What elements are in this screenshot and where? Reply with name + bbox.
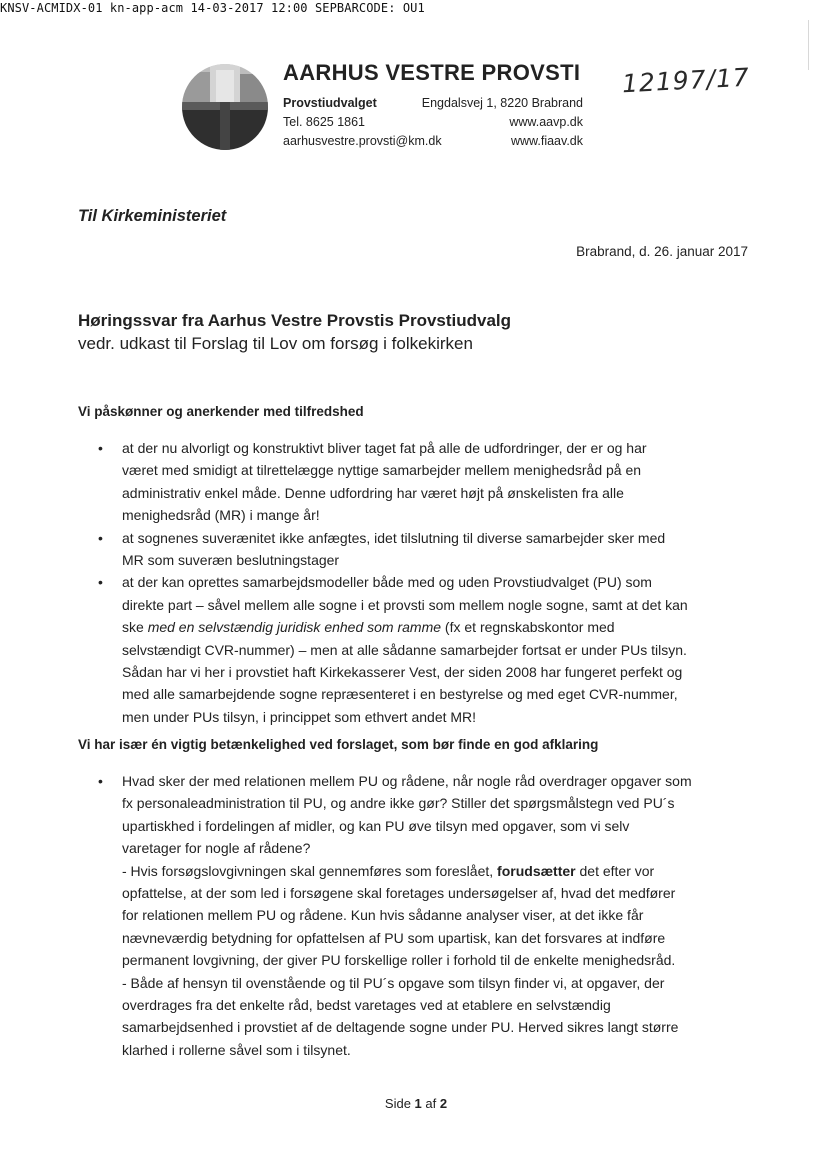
list-item: • Hvad sker der med relationen mellem PU og rådene, når nogle råd overdrager opgaver som fx personaleadministration til PU, og andre ikke gør? Stiller det spørgsmålstegn ved PU´s upartiskhed i fordelingen af midler, og kan PU øve tilsyn med opgaver, som vi selv varetager for nogle af rådene? - Hvis forsøgslovgivningen skal gennemføres som foreslået, forudsætter det efter vor opfattelse, at der som led i forsøgene skal foretages undersøgelser af, hvad det medfører for relationen mellem PU og rådene. Kun hvis sådanne analyser viser, at det ikke får nævneværdig betydning for opfattelsen af PU som upartisk, kan det forsvares at indføre permanent lovgivning, der giver PU forskellige roller i forhold til de enkelte menighedsråd. - Både af hensyn til ovenstående og til PU´s opgave som tilsyn finder vi, at opgaver, der overdrages fra det enkelte råd, bedst varetages ved at etablere en selvstændig samarbejdsenhed i provstiet af de deltagende sogne under PU. Herved sikres langt større klarhed i rollerne såvel som i tilsynet. <box>78 770 758 1061</box>
bullet-icon: • <box>98 440 103 456</box>
page-total: 2 <box>439 1096 448 1111</box>
subject-title: Høringssvar fra Aarhus Vestre Provstis Provstiudvalg <box>78 311 512 330</box>
organization-name: AARHUS VESTRE PROVSTI <box>283 60 581 85</box>
provsti-logo-icon <box>180 62 270 152</box>
phone: Tel. 8625 1861 <box>283 115 366 129</box>
bullet-icon: • <box>98 574 103 591</box>
website-aavp: www.aavp.dk <box>509 115 583 129</box>
subject-subtitle: vedr. udkast til Forslag til Lov om forsøg i folkekirken <box>78 334 473 353</box>
list-item: • at der nu alvorligt og konstruktivt bliver taget fat på alle de udfordringer, der er og har været med smidigt at tilrettelægge nyttige samarbejder mellem menighedsråd på en administrativ enkel måde. Denne udfordring har været højt på ønskelisten fra alle menighedsråd (MR) i mange år! <box>78 437 758 527</box>
section-heading-appreciation: Vi påskønner og anerkender med tilfredshed <box>78 404 364 419</box>
fax-transmission-header: KNSV-ACMIDX-01 kn-app-acm 14-03-2017 12:00 SEPBARCODE: OU1 <box>0 1 425 15</box>
mixed-line: ske med en selvstændig juridisk enhed som ramme (fx et regnskabskontor med <box>122 619 615 636</box>
bullet-icon: • <box>98 773 103 789</box>
section-heading-concern: Vi har især én vigtig betænkelighed ved forslaget, som bør finde en god afklaring <box>78 737 599 752</box>
page-number: 1 <box>414 1096 422 1111</box>
website-fiaav: www.fiaav.dk <box>510 134 583 148</box>
recipient-line: Til Kirkeministeriet <box>78 207 227 225</box>
address: Engdalsvej 1, 8220 Brabrand <box>421 96 583 110</box>
appreciation-list <box>78 437 758 728</box>
page-footer: Side 1 af 2 <box>384 1096 448 1111</box>
handwritten-reference-number: 12197/17 <box>621 62 751 99</box>
mixed-line: - Hvis forsøgslovgivningen skal gennemføres som foreslået, forudsætter det efter vor <box>122 862 655 879</box>
email: aarhusvestre.provsti@km.dk <box>283 134 442 148</box>
bullet-icon: • <box>98 529 103 546</box>
list-item: • at der kan oprettes samarbejdsmodeller både med og uden Provstiudvalget (PU) som direkte part – såvel mellem alle sogne i et provsti som mellem nogle sogne, samt at det kan ske med en selvstændig juridisk enhed som ramme (fx et regnskabskontor med selvstændigt CVR-nummer) – men at alle sådanne samarbejder fortsat er under PUs tilsyn. Sådan har vi her i provstiet haft Kirkekasserer Vest, der siden 2008 har fungeret perfekt og med alle samarbejdende sogne repræsenteret i en bestyrelse og med eget CVR-nummer, men under PUs tilsyn, i princippet som ethvert andet MR! <box>78 571 758 728</box>
list-item: • at sognenes suverænitet ikke anfægtes, idet tilslutning til diverse samarbejder sker med MR som suveræn beslutningstager <box>78 527 758 572</box>
subject-block <box>78 309 511 355</box>
concern-list <box>78 770 758 1061</box>
unit-label: Provstiudvalget <box>283 96 377 110</box>
scan-artifact-line <box>808 20 809 70</box>
date-line: Brabrand, d. 26. januar 2017 <box>576 244 748 259</box>
contact-block <box>283 94 583 151</box>
